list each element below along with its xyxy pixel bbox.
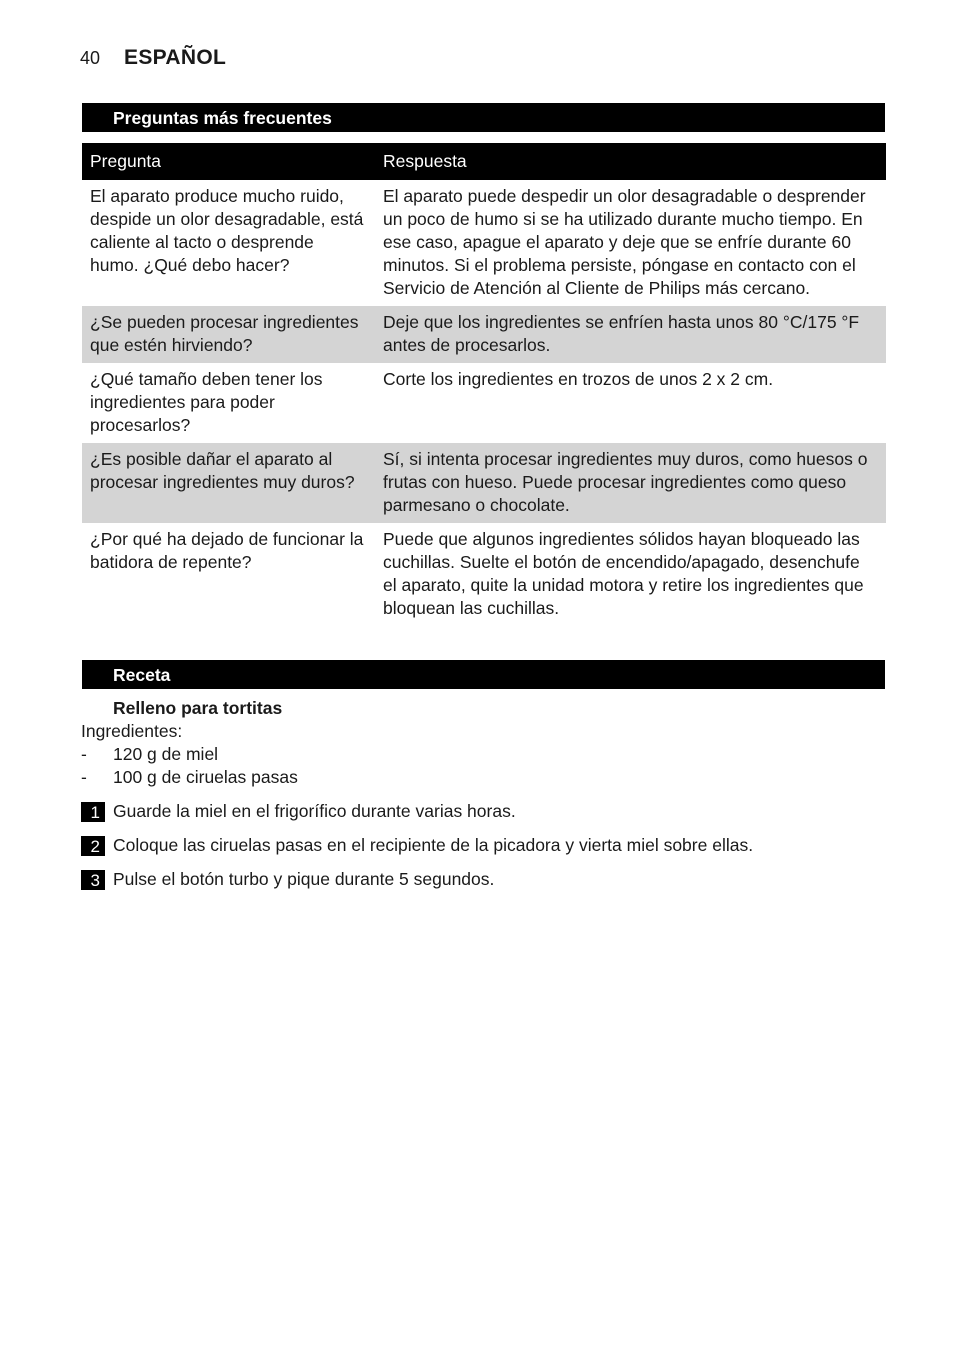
step-item xyxy=(81,835,753,856)
table-row xyxy=(82,523,886,626)
recipe-section-title: Receta xyxy=(82,660,885,689)
column-header-question: Pregunta xyxy=(82,143,375,180)
question-cell: ¿Es posible dañar el aparato al procesar ingredientes muy duros? xyxy=(82,443,375,523)
table-row xyxy=(82,443,886,523)
question-cell: ¿Se pueden procesar ingredientes que estén hirviendo? xyxy=(82,306,375,363)
language-title: ESPAÑOL xyxy=(124,46,227,69)
ingredient-text: 100 g de ciruelas pasas xyxy=(113,767,298,787)
step-text: Pulse el botón turbo y pique durante 5 segundos. xyxy=(113,869,495,889)
answer-cell: Corte los ingredientes en trozos de unos 2 x 2 cm. xyxy=(383,369,774,389)
answer-cell: Sí, si intenta procesar ingredientes muy duros, como huesos o frutas con hueso. Puede procesar ingredientes como queso parmesano o chocolate. xyxy=(375,443,886,523)
step-number-badge: 1 xyxy=(81,802,105,822)
question-cell: El aparato produce mucho ruido, despide un olor desagradable, está caliente al tacto o desprende humo. ¿Qué debo hacer? xyxy=(90,186,364,275)
recipe-body xyxy=(81,697,886,789)
step-text: Guarde la miel en el frigorífico durante varias horas. xyxy=(113,801,516,821)
faq-section-title: Preguntas más frecuentes xyxy=(82,103,885,132)
step-item xyxy=(81,801,516,822)
column-header-answer: Respuesta xyxy=(375,143,886,180)
step-number-badge: 3 xyxy=(81,870,105,890)
page-number: 40 xyxy=(80,48,101,68)
page-header xyxy=(80,46,226,74)
question-cell: ¿Por qué ha dejado de funcionar la batidora de repente? xyxy=(90,529,364,572)
dash-bullet: - xyxy=(81,744,87,764)
step-number-badge: 2 xyxy=(81,836,105,856)
faq-table xyxy=(82,143,886,626)
step-item xyxy=(81,869,494,890)
recipe-name: Relleno para tortitas xyxy=(113,698,283,718)
table-row xyxy=(82,363,886,443)
table-row xyxy=(82,180,886,306)
table-row xyxy=(82,306,886,363)
ingredient-text: 120 g de miel xyxy=(113,744,219,764)
faq-header-row xyxy=(82,143,886,180)
ingredients-label: Ingredientes: xyxy=(81,721,183,741)
list-item xyxy=(81,766,886,789)
dash-bullet: - xyxy=(81,767,87,787)
answer-cell: El aparato puede despedir un olor desagradable o desprender un poco de humo si se ha utilizado durante mucho tiempo. En ese caso, apague el aparato y deje que se enfríe durante 60 minutos. Si el problema persiste, póngase en contacto con el Servicio de Atención al Cliente de Philips más cercano. xyxy=(383,186,866,298)
list-item xyxy=(81,743,886,766)
answer-cell: Deje que los ingredientes se enfríen hasta unos 80 °C/175 °F antes de procesarlos. xyxy=(375,306,886,363)
answer-cell: Puede que algunos ingredientes sólidos hayan bloqueado las cuchillas. Suelte el botón de encendido/apagado, desenchufe el aparato, quite la unidad motora y retire los ingredientes que bloquean las cuchillas. xyxy=(383,529,864,618)
question-cell: ¿Qué tamaño deben tener los ingredientes para poder procesarlos? xyxy=(90,369,323,435)
step-text: Coloque las ciruelas pasas en el recipiente de la picadora y vierta miel sobre ellas. xyxy=(113,835,754,855)
